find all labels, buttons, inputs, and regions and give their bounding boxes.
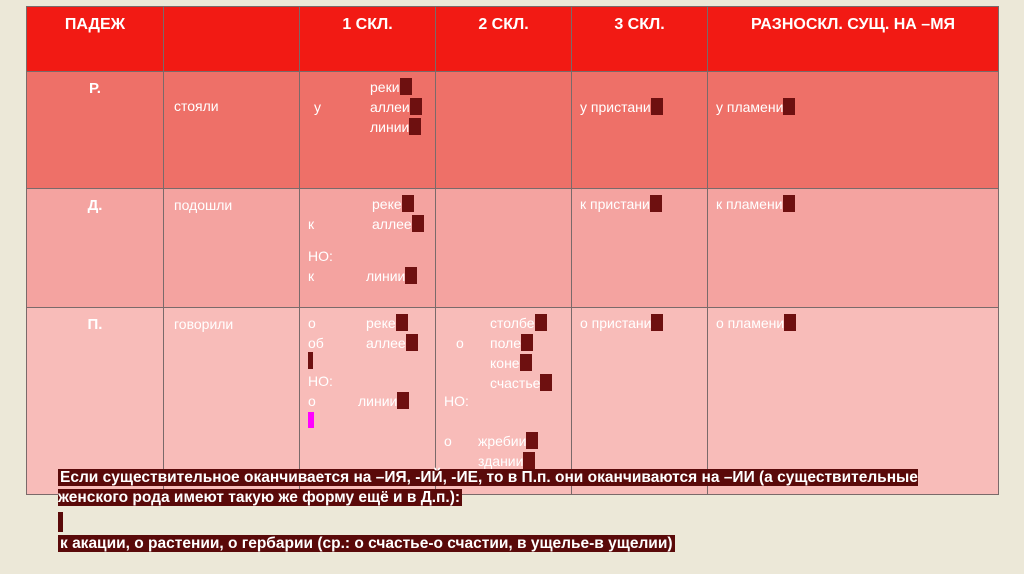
word: столбе [490,315,535,331]
word: аллее [372,216,412,232]
ending-marker [521,334,533,351]
preposition: о [308,393,316,409]
header-decl-1: 1 СКЛ. [300,7,436,72]
ending-marker-pink [308,412,314,428]
ending-marker [400,78,412,95]
case-label: Р. [27,72,164,189]
ending-marker [535,314,547,331]
decl-1-cell [300,189,436,308]
header-verb [164,7,300,72]
ending-marker [410,98,422,115]
ending-marker [397,392,409,409]
word: коне [490,355,520,371]
ending-marker [409,118,421,135]
ending-marker [308,352,313,369]
rule-text: Если существительное оканчивается на –ИЯ, -ИЙ, -ИЕ, то в П.п. они оканчиваются на –ИИ (а существительные женского рода имеют такую же форму ещё и в Д.п.): [58,469,918,506]
ending-marker [783,98,795,115]
word: реке [366,315,396,331]
table-row [27,308,999,495]
word: линии [366,268,406,284]
ending-marker [520,354,532,371]
but-label: НО: [308,248,333,264]
heteroclitic-cell [708,189,999,308]
table-row [27,72,999,189]
word: линии [370,119,410,135]
ending-marker [396,314,408,331]
header-case: ПАДЕЖ [27,7,164,72]
word: линии [358,393,398,409]
phrase: у пламени [716,99,784,115]
decl-2-cell [436,72,572,189]
table-row [27,189,999,308]
ending-marker [526,432,538,449]
decl-2-cell [436,308,572,495]
ending-marker [402,195,414,212]
word: счастье [490,375,541,391]
decl-3-cell [572,189,708,308]
preposition: о [444,433,452,449]
header-heteroclitic: РАЗНОСКЛ. СУЩ. НА –МЯ [708,7,999,72]
header-row [27,7,999,72]
phrase: у пристани [580,99,651,115]
ending-marker [783,195,795,212]
preposition: о [456,335,464,351]
preposition: к [308,268,315,284]
note-bar [58,512,63,532]
ending-marker [405,267,417,284]
ending-marker [523,452,535,469]
heteroclitic-cell [708,308,999,495]
word: реке [372,196,402,212]
rule-examples [58,534,988,554]
phrase: к пламени [716,196,783,212]
but-label: НО: [444,393,469,409]
word: аллеи [370,99,410,115]
header-decl-3: 3 СКЛ. [572,7,708,72]
verb-cell: говорили [164,308,300,495]
case-label: П. [27,308,164,495]
heteroclitic-cell [708,72,999,189]
preposition: о [308,315,316,331]
ending-marker [540,374,552,391]
word: здании [478,453,524,469]
examples-text: к акации, о растении, о гербарии (ср.: о счастье-о счастии, в ущелье-в ущелии) [60,535,673,552]
word: поле [490,335,522,351]
word: реки [370,79,400,95]
decl-2-cell [436,189,572,308]
word: аллее [366,335,406,351]
phrase: о пламени [716,315,785,331]
ending-marker [650,195,662,212]
case-label: Д. [27,189,164,308]
preposition: у [314,99,321,115]
but-label: НО: [308,373,333,389]
ending-marker [406,334,418,351]
decl-1-cell [300,308,436,495]
rule-note [58,468,988,508]
ending-marker [651,314,663,331]
declension-table [26,6,999,495]
phrase: о пристани [580,315,652,331]
ending-marker [784,314,796,331]
verb-cell: подошли [164,189,300,308]
ending-marker [412,215,424,232]
preposition: к [308,216,315,232]
header-decl-2: 2 СКЛ. [436,7,572,72]
verb-cell: стояли [164,72,300,189]
ending-marker [651,98,663,115]
phrase: к пристани [580,196,650,212]
decl-3-cell [572,308,708,495]
decl-3-cell [572,72,708,189]
decl-1-cell [300,72,436,189]
word: жребии [478,433,527,449]
preposition: об [308,335,324,351]
